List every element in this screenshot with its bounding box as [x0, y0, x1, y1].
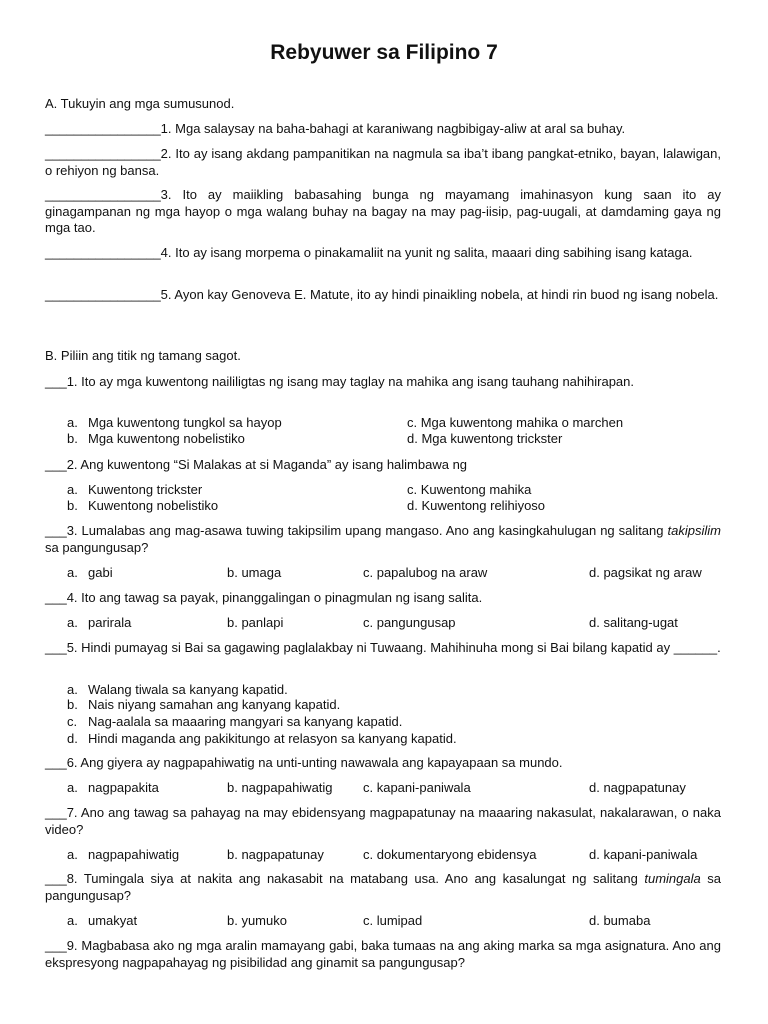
option-letter: b.	[67, 431, 78, 446]
question-2: ___2. Ang kuwentong “Si Malakas at si Maganda” ay isang halimbawa ng	[45, 457, 468, 472]
emphasized-word: takipsilim	[667, 523, 721, 538]
q2-option-d: d. Kuwentong relihiyoso	[407, 498, 546, 513]
section-b-heading: B. Piliin ang titik ng tamang sagot.	[45, 348, 241, 363]
option-letter: a.	[67, 913, 78, 928]
question-5: ___5. Hindi pumayag si Bai sa gagawing paglalakbay ni Tuwaang. Mahihinuha mong si Bai bilang kapatid ay ______.	[45, 640, 721, 655]
option-letter: b.	[67, 697, 78, 712]
q7-option-b: b. nagpapatunay	[227, 847, 324, 862]
question-7: ___7. Ano ang tawag sa pahayag na may ebidensyang magpapatunay na maaaring nakasulat, nakalarawan, o naka video?	[45, 805, 721, 837]
q2-option-a: a. Kuwentong trickster	[67, 482, 203, 497]
option-letter: a.	[67, 847, 78, 862]
q5-option-b: b. Nais niyang samahan ang kanyang kapatid.	[67, 697, 341, 712]
q5-option-a: a. Walang tiwala sa kanyang kapatid.	[67, 682, 288, 697]
option-letter: c.	[67, 714, 78, 729]
q3-option-b: b. umaga	[227, 565, 282, 580]
section-a-item-2: ________________2. Ito ay isang akdang pampanitikan na nagmula sa iba’t ibang pangkat-etniko, bayan, lalawigan, o rehiyon ng bansa.	[45, 146, 721, 178]
q4-option-c: c. pangungusap	[363, 615, 456, 630]
section-a-item-3: ________________3. Ito ay maiikling babasahing bunga ng mayamang imahinasyon kung saan ito ay ginagampanan ng mga hayop o mga walang buhay na bagay na may pag-iisip, pag-uugali, at damdaming gaya ng mga tao.	[45, 187, 721, 235]
section-a-item-1: ________________1. Mga salaysay na baha-bahagi at karaniwang nagbibigay-aliw at aral sa buhay.	[45, 121, 626, 136]
q6-option-a: a. nagpapakita	[67, 780, 159, 795]
page-title: Rebyuwer sa Filipino 7	[270, 41, 498, 64]
option-letter: a.	[67, 682, 78, 697]
q4-option-a: a. parirala	[67, 615, 132, 630]
q7-option-c: c. dokumentaryong ebidensya	[363, 847, 537, 862]
question-1: ___1. Ito ay mga kuwentong naililigtas ng isang may taglay na mahika ang isang tauhang nahihirapan.	[45, 374, 635, 389]
option-letter: a.	[67, 780, 78, 795]
emphasized-word: tumingala	[644, 871, 701, 886]
section-a-item-5: ________________5. Ayon kay Genoveva E. Matute, ito ay hindi pinaikling nobela, at hindi rin buod ng isang nobela.	[45, 287, 719, 302]
q5-option-d: d. Hindi maganda ang pakikitungo at relasyon sa kanyang kapatid.	[67, 731, 457, 746]
q6-option-c: c. kapani-paniwala	[363, 780, 471, 795]
q5-option-c: c. Nag-aalala sa maaaring mangyari sa kanyang kapatid.	[67, 714, 403, 729]
q1-option-c: c. Mga kuwentong mahika o marchen	[407, 415, 624, 430]
q7-option-d: d. kapani-paniwala	[589, 847, 698, 862]
section-a-item-4: ________________4. Ito ay isang morpema o pinakamaliit na yunit ng salita, maaari ding sabihing isang kataga.	[45, 245, 693, 260]
option-letter: a.	[67, 482, 78, 497]
q8-option-d: d. bumaba	[589, 913, 651, 928]
option-letter: a.	[67, 565, 78, 580]
q4-option-d: d. salitang-ugat	[589, 615, 678, 630]
q8-option-a: a. umakyat	[67, 913, 138, 928]
question-8: ___8. Tumingala siya at nakita ang nakasabit na matabang usa. Ano ang kasalungat ng salitang tumingala sa pangungusap?	[45, 871, 721, 903]
option-letter: d.	[67, 731, 78, 746]
q1-option-b: b. Mga kuwentong nobelistiko	[67, 431, 245, 446]
q7-option-a: a. nagpapahiwatig	[67, 847, 180, 862]
q3-option-c: c. papalubog na araw	[363, 565, 488, 580]
option-letter: b.	[67, 498, 78, 513]
option-letter: a.	[67, 415, 78, 430]
q6-option-b: b. nagpapahiwatig	[227, 780, 333, 795]
section-a-heading: A. Tukuyin ang mga sumusunod.	[45, 96, 235, 111]
q3-option-d: d. pagsikat ng araw	[589, 565, 702, 580]
question-3: ___3. Lumalabas ang mag-asawa tuwing takipsilim upang mangaso. Ano ang kasingkahulugan ng salitang takipsilim sa pangungusap?	[45, 523, 721, 555]
q8-option-c: c. lumipad	[363, 913, 423, 928]
option-letter: a.	[67, 615, 78, 630]
question-4: ___4. Ito ang tawag sa payak, pinanggalingan o pinagmulan ng isang salita.	[45, 590, 483, 605]
q1-option-d: d. Mga kuwentong trickster	[407, 431, 563, 446]
question-9: ___9. Magbabasa ako ng mga aralin mamayang gabi, baka tumaas na ang aking marka sa mga asignatura. Ano ang ekspresyong nagpapahayag ng pisibilidad ang ginamit sa pangungusap?	[45, 938, 721, 970]
q6-option-d: d. nagpapatunay	[589, 780, 686, 795]
q3-option-a: a. gabi	[67, 565, 113, 580]
q4-option-b: b. panlapi	[227, 615, 284, 630]
q2-option-b: b. Kuwentong nobelistiko	[67, 498, 219, 513]
q1-option-a: a. Mga kuwentong tungkol sa hayop	[67, 415, 282, 430]
q2-option-c: c. Kuwentong mahika	[407, 482, 532, 497]
q8-option-b: b. yumuko	[227, 913, 287, 928]
question-6: ___6. Ang giyera ay nagpapahiwatig na unti-unting nawawala ang kapayapaan sa mundo.	[45, 755, 563, 770]
